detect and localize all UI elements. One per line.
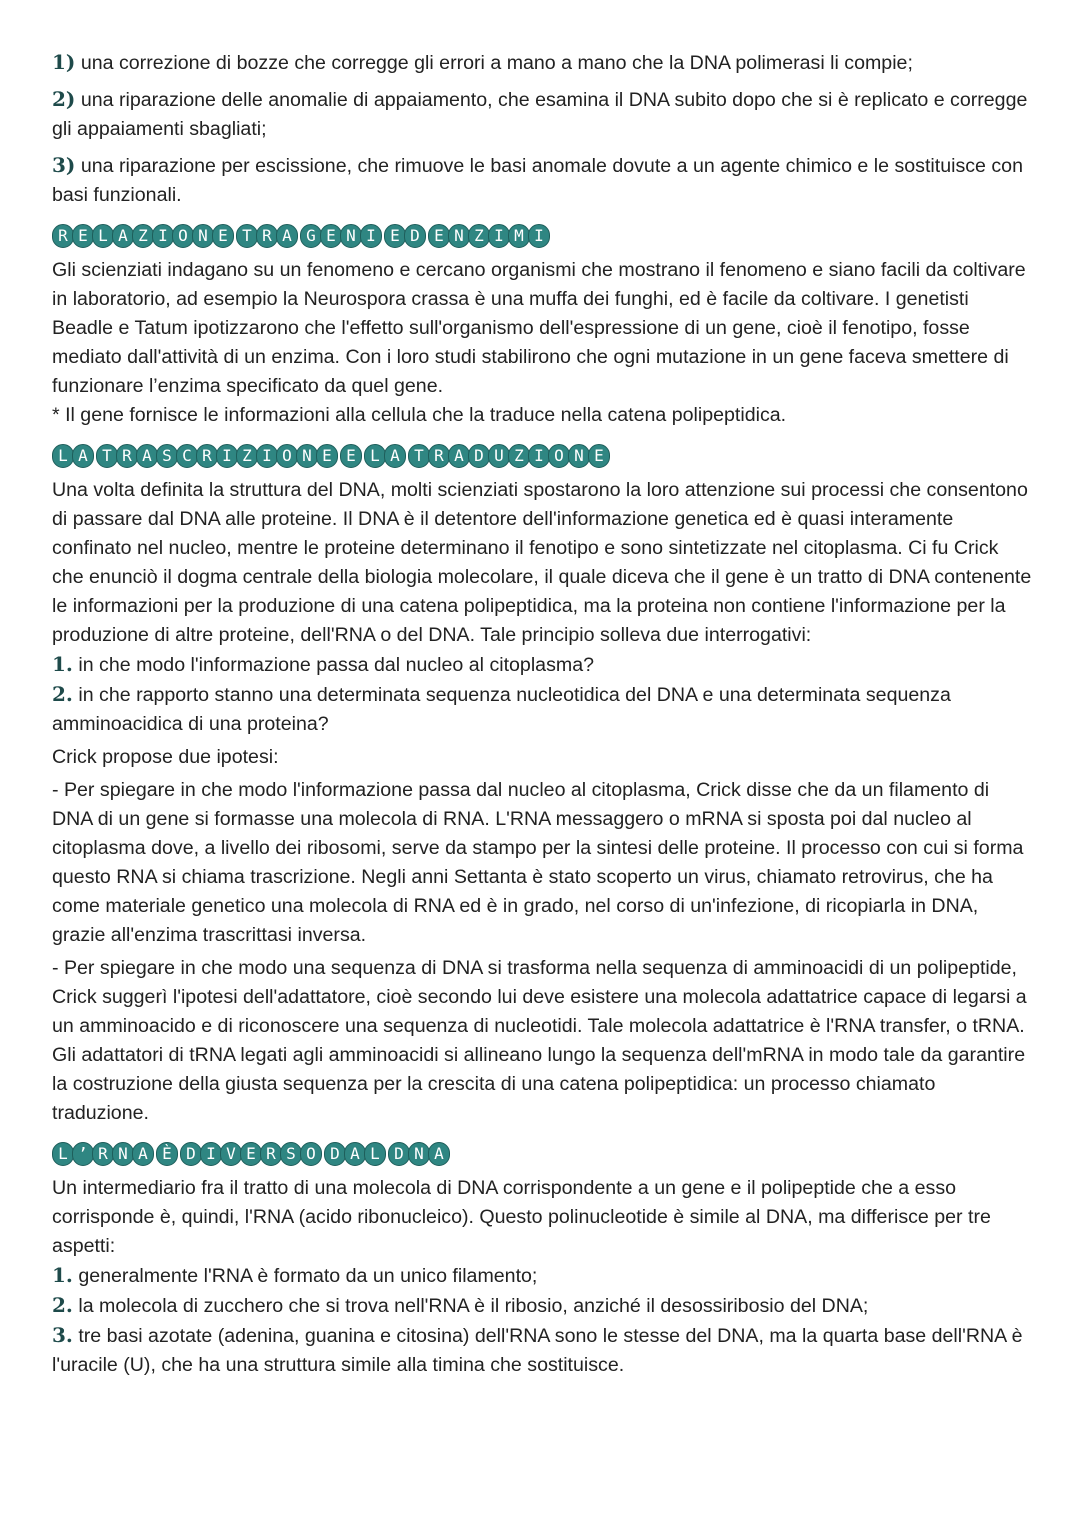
question-item <box>52 650 1032 680</box>
section-paragraph: Gli scienziati indagano su un fenomeno e cercano organismi che mostrano il fenomeno e siano facili da coltivare in laboratorio, ad esempio la Neurospora crassa è una muffa dei funghi, ed è facile da coltivare. I genetisti Beadle e Tatum ipotizzarono che l'effetto sull'organismo dell'espressione di un gene, cioè il fenotipo, fosse mediato dall'attività di un enzima. Con i loro studi stabilirono che ogni mutazione in un gene faceva smettere di funzionare l’enzima specificato da quel gene. <box>52 259 1026 397</box>
heading-word <box>324 1142 384 1166</box>
heading-letter: D <box>404 224 426 248</box>
heading-letter: O <box>300 1142 322 1166</box>
section-heading <box>52 216 1032 256</box>
heading-letter: Z <box>132 224 154 248</box>
heading-word <box>156 1142 176 1166</box>
document-page <box>52 48 1032 1380</box>
heading-word <box>300 224 380 248</box>
heading-letter: I <box>528 224 550 248</box>
question-text: in che rapporto stanno una determinata sequenza nucleotidica del DNA e una determinata sequenza amminoacidica di una proteina? <box>52 684 951 735</box>
heading-letter: A <box>132 1142 154 1166</box>
list-item <box>52 48 1032 78</box>
heading-letter: E <box>72 224 94 248</box>
heading-letter: L <box>364 1142 386 1166</box>
heading-word <box>236 224 296 248</box>
heading-letter: E <box>588 444 610 468</box>
heading-letter: E <box>240 1142 262 1166</box>
section-note: * Il gene fornisce le informazioni alla cellula che la traduce nella catena polipeptidica. <box>52 404 787 426</box>
section-heading <box>52 436 1032 476</box>
heading-word <box>52 224 232 248</box>
list-item <box>52 85 1032 144</box>
heading-letter: R <box>52 224 74 248</box>
heading-letter: A <box>428 1142 450 1166</box>
heading-letter: Z <box>236 444 258 468</box>
heading-letter: T <box>96 444 118 468</box>
heading-word <box>340 444 360 468</box>
hypothesis-paragraph: - Per spiegare in che modo l'informazione passa dal nucleo al citoplasma, Crick disse che da un filamento di DNA di un gene si formasse una molecola di RNA. L'RNA messaggero o mRNA si sposta poi dal nucleo al citoplasma dove, a livello dei ribosomi, serve da stampo per la sintesi delle proteine. Il processo con cui si forma questo RNA si chiama trascrizione. Negli anni Settanta è stato scoperto un virus, chiamato retrovirus, che ha come materiale genetico una molecola di RNA ed è in grado, nel corso di un'infezione, di ricopiarla in DNA, grazie all'enzima trascrittasi inversa. <box>52 779 1024 946</box>
list-number: 3) <box>52 153 76 177</box>
list-item <box>52 1321 1032 1380</box>
heading-letter: U <box>488 444 510 468</box>
question-item <box>52 680 1032 739</box>
heading-letter: E <box>340 444 362 468</box>
heading-word <box>428 224 548 248</box>
heading-letter: O <box>276 444 298 468</box>
heading-letter: I <box>360 224 382 248</box>
heading-letter: N <box>296 444 318 468</box>
heading-letter: N <box>112 1142 134 1166</box>
heading-word <box>408 444 608 468</box>
list-text: una riparazione per escissione, che rimuove le basi anomale dovute a un agente chimico e le sostituisce con basi funzionali. <box>52 155 1023 206</box>
list-number: 1) <box>52 50 76 74</box>
heading-letter: R <box>196 444 218 468</box>
heading-letter: T <box>408 444 430 468</box>
heading-word <box>52 1142 152 1166</box>
heading-word <box>364 444 404 468</box>
heading-letter: E <box>320 224 342 248</box>
heading-letter: I <box>200 1142 222 1166</box>
heading-word <box>388 1142 448 1166</box>
list-text: generalmente l'RNA è formato da un unico filamento; <box>78 1265 538 1287</box>
question-number: 1. <box>52 652 73 676</box>
heading-letter: I <box>216 444 238 468</box>
question-number: 2. <box>52 682 73 706</box>
heading-letter: S <box>280 1142 302 1166</box>
heading-letter: D <box>324 1142 346 1166</box>
heading-letter: D <box>468 444 490 468</box>
heading-letter: N <box>568 444 590 468</box>
heading-letter: A <box>384 444 406 468</box>
list-item <box>52 1261 1032 1291</box>
hypothesis-paragraph: - Per spiegare in che modo una sequenza di DNA si trasforma nella sequenza di amminoacidi di un polipeptide, Crick suggerì l'ipotesi dell'adattatore, cioè secondo lui deve esistere una molecola adattatrice capace di legarsi a un amminoacido e di riconoscere una sequenza di nucleotidi. Tale molecola adattatrice è l'RNA transfer, o tRNA. Gli adattatori di tRNA legati agli amminoacidi si allineano lungo la sequenza dell'mRNA in modo tale da garantire la costruzione della giusta sequenza per la crescita di una catena polipeptidica: un processo chiamato traduzione. <box>52 957 1027 1124</box>
heading-letter: A <box>136 444 158 468</box>
heading-letter: A <box>448 444 470 468</box>
heading-letter: M <box>508 224 530 248</box>
heading-letter: L <box>92 224 114 248</box>
heading-letter: T <box>236 224 258 248</box>
list-number: 3. <box>52 1323 73 1347</box>
question-text: in che modo l'informazione passa dal nucleo al citoplasma? <box>78 654 594 676</box>
heading-letter: E <box>212 224 234 248</box>
list-text: tre basi azotate (adenina, guanina e citosina) dell'RNA sono le stesse del DNA, ma la quarta base dell'RNA è l'uracile (U), che ha una struttura simile alla timina che sostituisce. <box>52 1325 1023 1376</box>
heading-letter: R <box>260 1142 282 1166</box>
list-number: 2) <box>52 87 76 111</box>
heading-letter: S <box>156 444 178 468</box>
heading-letter: E <box>428 224 450 248</box>
heading-letter: R <box>116 444 138 468</box>
heading-letter: Z <box>508 444 530 468</box>
heading-word <box>384 224 424 248</box>
heading-letter: V <box>220 1142 242 1166</box>
heading-letter: I <box>488 224 510 248</box>
heading-letter: A <box>112 224 134 248</box>
heading-letter: R <box>256 224 278 248</box>
list-text: una correzione di bozze che corregge gli errori a mano a mano che la DNA polimerasi li compie; <box>80 52 913 74</box>
heading-letter: N <box>448 224 470 248</box>
heading-letter: È <box>156 1142 178 1166</box>
list-text: una riparazione delle anomalie di appaiamento, che esamina il DNA subito dopo che si è replicato e corregge gli appaiamenti sbagliati; <box>52 89 1028 140</box>
heading-letter: L <box>364 444 386 468</box>
heading-letter: E <box>316 444 338 468</box>
heading-letter: I <box>152 224 174 248</box>
heading-letter: I <box>528 444 550 468</box>
list-item <box>52 1291 1032 1321</box>
heading-word <box>180 1142 320 1166</box>
list-number: 1. <box>52 1263 73 1287</box>
heading-letter: O <box>172 224 194 248</box>
heading-letter: I <box>256 444 278 468</box>
section-heading <box>52 1134 1032 1174</box>
heading-letter: R <box>428 444 450 468</box>
heading-letter: R <box>92 1142 114 1166</box>
heading-letter: O <box>548 444 570 468</box>
heading-letter: E <box>384 224 406 248</box>
heading-letter: A <box>276 224 298 248</box>
list-text: la molecola di zucchero che si trova nell'RNA è il ribosio, anziché il desossiribosio del DNA; <box>78 1295 869 1317</box>
list-number: 2. <box>52 1293 73 1317</box>
hypotheses-intro: Crick propose due ipotesi: <box>52 746 279 768</box>
heading-word <box>96 444 336 468</box>
heading-letter: A <box>344 1142 366 1166</box>
heading-letter: ’ <box>72 1142 94 1166</box>
heading-letter: L <box>52 444 74 468</box>
heading-letter: C <box>176 444 198 468</box>
list-item <box>52 151 1032 210</box>
heading-letter: Z <box>468 224 490 248</box>
heading-letter: D <box>388 1142 410 1166</box>
heading-letter: N <box>408 1142 430 1166</box>
heading-word <box>52 444 92 468</box>
heading-letter: G <box>300 224 322 248</box>
heading-letter: N <box>192 224 214 248</box>
section-paragraph: Un intermediario fra il tratto di una molecola di DNA corrispondente a un gene e il polipeptide che a esso corrisponde è, quindi, l'RNA (acido ribonucleico). Questo polinucleotide è simile al DNA, ma differisce per tre aspetti: <box>52 1177 991 1257</box>
heading-letter: L <box>52 1142 74 1166</box>
section-paragraph: Una volta definita la struttura del DNA, molti scienziati spostarono la loro attenzione sui processi che consentono di passare dal DNA alle proteine. Il DNA è il detentore dell'informazione genetica ed è quasi interamente confinato nel nucleo, mentre le proteine determinano il fenotipo e sono sintetizzate nel citoplasma. Ci fu Crick che enunciò il dogma centrale della biologia molecolare, il quale diceva che il gene è un tratto di DNA contenente le informazioni per la produzione di una catena polipeptidica, ma la proteina non contiene l'informazione per la produzione di altre proteine, dell'RNA o del DNA. Tale principio solleva due interrogativi: <box>52 479 1032 646</box>
heading-letter: D <box>180 1142 202 1166</box>
heading-letter: A <box>72 444 94 468</box>
heading-letter: N <box>340 224 362 248</box>
